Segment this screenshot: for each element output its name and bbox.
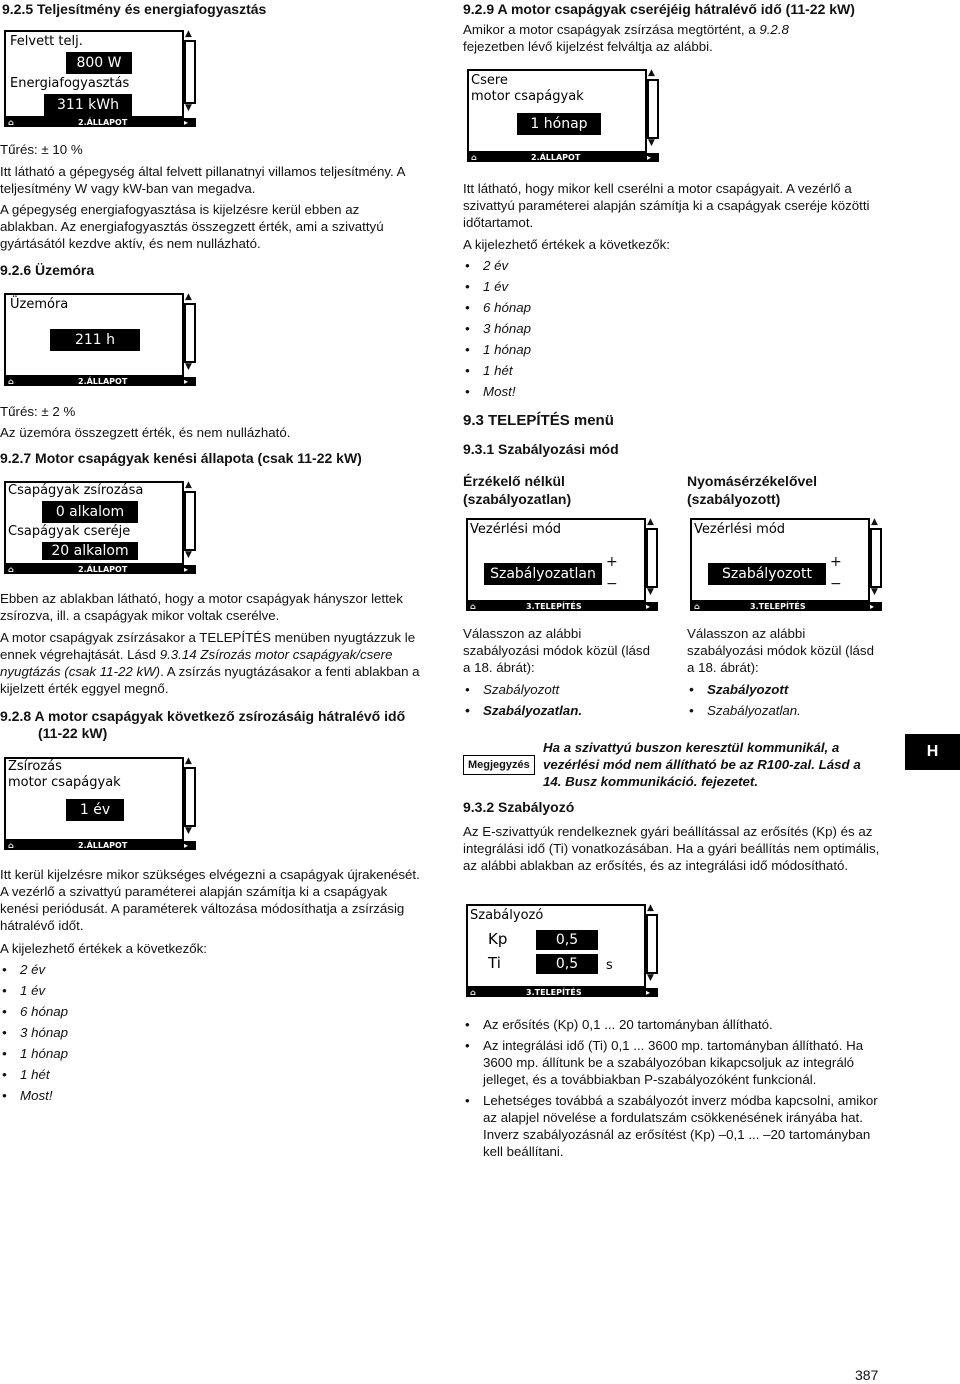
section-title-9-2-5: 9.2.5 Teljesítmény és energiafogyasztás xyxy=(2,1,267,17)
scrollbar xyxy=(647,79,659,139)
home-icon: ⌂ xyxy=(694,602,700,611)
down-arrow-icon: ▼ xyxy=(185,550,192,560)
paragraph: Itt látható a gépegység által felvett pillanatnyi villamos teljesítmény. A teljesítmény W vagy kW-ban van megadva. xyxy=(0,164,405,196)
lcd-label: Felvett telj. xyxy=(10,34,83,49)
ti-label: Ti xyxy=(488,954,501,972)
col-head: Nyomásérzékelővel xyxy=(687,473,817,489)
list-item: • 1 hét xyxy=(0,1064,68,1085)
scrollbar xyxy=(870,528,882,588)
list-item: • Szabályozatlan. xyxy=(463,700,582,721)
lcd-label: motor csapágyak xyxy=(471,89,584,104)
lcd-value: Szabályozatlan xyxy=(484,563,602,585)
scrollbar xyxy=(646,914,658,974)
list-item: • Most! xyxy=(0,1085,68,1106)
value-list xyxy=(463,255,531,402)
list-item: • 1 hónap xyxy=(463,339,531,360)
paragraph: Válasszon az alábbi szabályozási módok közül (lásd a 18. ábrát): xyxy=(687,626,874,675)
right-icon: ▸ xyxy=(184,565,189,574)
paragraph: A motor csapágyak zsírzásakor a TELEPÍTÉS menüben nyugtázzuk le ennek végrehajtását. Lásd 9.3.14 Zsírozás motor csapágyak/csere nyugtázás (csak 11-22 kW). A zsírzás nyugtázásakor a fenti ablakban a kijelzett érték eggyel megnő. xyxy=(0,630,420,696)
lcd-screen-power xyxy=(4,30,196,130)
lcd-footer: ⌂ 3.TELEPÍTÉS ▸ xyxy=(466,988,658,997)
language-tab: H xyxy=(905,734,960,770)
lcd-value: 1 hónap xyxy=(517,113,601,135)
lcd-value: 211 h xyxy=(50,329,140,351)
lcd-screen-bearing-replacement xyxy=(467,69,659,165)
home-icon: ⌂ xyxy=(8,377,14,386)
controller-notes xyxy=(463,1016,883,1164)
right-icon: ▸ xyxy=(184,841,189,850)
home-icon: ⌂ xyxy=(8,841,14,850)
kp-value: 0,5 xyxy=(536,930,598,950)
lcd-label: Vezérlési mód xyxy=(470,522,562,537)
list-item: • 2 év xyxy=(0,959,68,980)
lcd-footer: ⌂ 3.TELEPÍTÉS ▸ xyxy=(690,602,882,611)
lcd-screen-control-mode-regulated xyxy=(690,518,882,614)
down-arrow-icon: ▼ xyxy=(647,973,654,983)
down-arrow-icon: ▼ xyxy=(647,587,654,597)
down-arrow-icon: ▼ xyxy=(871,587,878,597)
scrollbar xyxy=(184,767,196,827)
col-head: (szabályozatlan) xyxy=(463,491,572,507)
right-icon: ▸ xyxy=(184,377,189,386)
list-item: • Szabályozott xyxy=(463,679,582,700)
scrollbar xyxy=(184,303,196,363)
lcd-value: Szabályozott xyxy=(708,563,826,585)
section-title-9-3-1: 9.3.1 Szabályozási mód xyxy=(463,441,619,457)
plus-icon: + xyxy=(830,554,842,570)
list-item: • Szabályozatlan. xyxy=(687,700,801,721)
minus-icon: − xyxy=(830,576,842,592)
lcd-value: 311 kWh xyxy=(44,94,132,116)
section-title-9-2-8: 9.2.8 A motor csapágyak következő zsírozásáig hátralévő idő xyxy=(0,708,406,724)
lcd-footer: ⌂ 2.ÁLLAPOT ▸ xyxy=(4,118,196,127)
lcd-value: 20 alkalom xyxy=(42,542,138,560)
note-label: Megjegyzés xyxy=(463,755,535,775)
up-arrow-icon: ▲ xyxy=(185,29,192,39)
up-arrow-icon: ▲ xyxy=(871,517,878,527)
lcd-screen-operating-hours xyxy=(4,293,196,389)
paragraph: Válasszon az alábbi szabályozási módok közül (lásd a 18. ábrát): xyxy=(463,626,650,675)
lcd-footer: ⌂ 2.ÁLLAPOT ▸ xyxy=(4,377,196,386)
ti-value: 0,5 xyxy=(536,954,598,974)
right-icon: ▸ xyxy=(870,602,875,611)
lcd-screen-controller xyxy=(466,904,658,1000)
right-icon: ▸ xyxy=(647,153,652,162)
minus-icon: − xyxy=(606,576,618,592)
lcd-footer: ⌂ 2.ÁLLAPOT ▸ xyxy=(467,153,659,162)
lcd-value: 800 W xyxy=(66,52,132,74)
paragraph: Itt látható, hogy mikor kell cserélni a motor csapágyait. A vezérlő a szivattyú paraméterei alapján számítja ki a csapágyak cseréje közötti időtartamot. xyxy=(463,181,870,230)
lcd-label: Szabályozó xyxy=(470,908,544,923)
lcd-footer: ⌂ 3.TELEPÍTÉS ▸ xyxy=(466,602,658,611)
col-head: (szabályozott) xyxy=(687,491,781,507)
paragraph: Ebben az ablakban látható, hogy a motor csapágyak hányszor lettek zsírozva, ill. a csapágyak mikor voltak cserélve. xyxy=(0,591,403,623)
list-item: • Szabályozott xyxy=(687,679,801,700)
list-item: • 3 hónap xyxy=(0,1022,68,1043)
paragraph: Itt kerül kijelzésre mikor szükséges elvégezni a csapágyak újrakenését. A vezérlő a szivattyú paraméterei alapján számítja ki a csapágyak kenési periódusát. A paraméterek változása módosíthatja a zsírzásig hátralévő időt. xyxy=(0,867,420,933)
list-item: • 1 év xyxy=(0,980,68,1001)
up-arrow-icon: ▲ xyxy=(185,292,192,302)
ti-unit: s xyxy=(606,958,613,973)
mode-list xyxy=(463,679,582,721)
home-icon: ⌂ xyxy=(470,988,476,997)
home-icon: ⌂ xyxy=(471,153,477,162)
scrollbar xyxy=(184,491,196,551)
up-arrow-icon: ▲ xyxy=(647,517,654,527)
list-item: • Az integrálási idő (Ti) 0,1 ... 3600 mp. tartományban állítható. Ha 3600 mp. állítunk be a szabályozóban kikapcsoljuk az integráló jelleget, és a továbbiakban P-szabályozóként funkcionál. xyxy=(463,1037,883,1088)
down-arrow-icon: ▼ xyxy=(185,103,192,113)
lcd-label: Csere xyxy=(471,73,508,88)
mode-list xyxy=(687,679,801,721)
home-icon: ⌂ xyxy=(8,565,14,574)
note-text: Ha a szivattyú buszon keresztül kommunikál, a vezérlési mód nem állítható be az R100-zal. Lásd a 14. Busz kommunikáció. fejezetet. xyxy=(543,740,861,789)
home-icon: ⌂ xyxy=(8,118,14,127)
paragraph: Az E-szivattyúk rendelkeznek gyári beállítással az erősítés (Kp) és az integrálási idő (Ti) vonatkozásában. Ha a gyári beállítás nem optimális, az alábbi ablakban az erősítés, és az integrálási idő módosítható. xyxy=(463,824,880,873)
lcd-label: Csapágyak cseréje xyxy=(8,524,131,539)
lcd-value: 0 alkalom xyxy=(42,501,138,523)
list-item: • Az erősítés (Kp) 0,1 ... 20 tartományban állítható. xyxy=(463,1016,883,1033)
list-item: • Lehetséges továbbá a szabályozót inverz módba kapcsolni, amikor az alapjel növelése a fordulatszám csökkenésének irányába hat. Inverz szabályozásnál az erősítést (Kp) –0,1 ... –20 tartományban kell beállítani. xyxy=(463,1092,883,1160)
list-item: • 3 hónap xyxy=(463,318,531,339)
lcd-screen-control-mode-unregulated xyxy=(466,518,658,614)
col-head: Érzékelő nélkül xyxy=(463,473,565,489)
paragraph: Amikor a motor csapágyak zsírzása megtörtént, a 9.2.8 fejezetben lévő kijelzést felváltja az alábbi. xyxy=(463,22,789,54)
lcd-footer: ⌂ 2.ÁLLAPOT ▸ xyxy=(4,565,196,574)
paragraph: A kijelezhető értékek a következők: xyxy=(463,237,670,252)
list-item: • 2 év xyxy=(463,255,531,276)
section-title-9-3-2: 9.3.2 Szabályozó xyxy=(463,799,575,815)
list-item: • 1 hét xyxy=(463,360,531,381)
lcd-label: Zsírozás xyxy=(8,759,62,774)
down-arrow-icon: ▼ xyxy=(648,138,655,148)
list-item: • 1 hónap xyxy=(0,1043,68,1064)
lcd-label: Vezérlési mód xyxy=(694,522,786,537)
section-title-9-3: 9.3 TELEPÍTÉS menü xyxy=(463,412,614,429)
list-item: • 6 hónap xyxy=(0,1001,68,1022)
up-arrow-icon: ▲ xyxy=(185,480,192,490)
kp-label: Kp xyxy=(488,930,508,948)
list-item: • 6 hónap xyxy=(463,297,531,318)
list-item: • 1 év xyxy=(463,276,531,297)
up-arrow-icon: ▲ xyxy=(185,756,192,766)
down-arrow-icon: ▼ xyxy=(185,826,192,836)
section-title-9-2-9: 9.2.9 A motor csapágyak cseréjéig hátralévő idő (11-22 kW) xyxy=(463,1,855,17)
paragraph: A gépegység energiafogyasztása is kijelzésre kerül ebben az ablakban. Az energiafogyasztás összegzett érték, ami a szivattyú gyártásától kezdve aktív, és nem nullázható. xyxy=(0,202,384,251)
section-title-9-2-8-cont: (11-22 kW) xyxy=(38,725,108,741)
right-icon: ▸ xyxy=(184,118,189,127)
value-list xyxy=(0,959,68,1106)
tolerance-text: Tűrés: ± 10 % xyxy=(0,142,83,157)
lcd-label: Energiafogyasztás xyxy=(10,76,130,91)
tolerance-text: Tűrés: ± 2 % xyxy=(0,404,76,419)
scrollbar xyxy=(646,528,658,588)
up-arrow-icon: ▲ xyxy=(647,903,654,913)
lcd-screen-next-lubrication xyxy=(4,757,196,853)
home-icon: ⌂ xyxy=(470,602,476,611)
paragraph: A kijelezhető értékek a következők: xyxy=(0,941,207,956)
up-arrow-icon: ▲ xyxy=(648,68,655,78)
lcd-label: Üzemóra xyxy=(10,297,69,312)
section-title-9-2-6: 9.2.6 Üzemóra xyxy=(0,262,95,278)
scrollbar xyxy=(184,40,196,104)
plus-icon: + xyxy=(606,554,618,570)
right-icon: ▸ xyxy=(646,988,651,997)
right-icon: ▸ xyxy=(646,602,651,611)
lcd-footer: ⌂ 2.ÁLLAPOT ▸ xyxy=(4,841,196,850)
paragraph: Az üzemóra összegzett érték, és nem nullázható. xyxy=(0,425,291,440)
lcd-screen-lubrication xyxy=(4,481,196,577)
page-number: 387 xyxy=(855,1367,879,1383)
lcd-value: 1 év xyxy=(66,799,124,821)
lcd-label: Csapágyak zsírozása xyxy=(8,483,144,498)
section-title-9-2-7: 9.2.7 Motor csapágyak kenési állapota (csak 11-22 kW) xyxy=(0,450,362,466)
list-item: • Most! xyxy=(463,381,531,402)
lcd-label: motor csapágyak xyxy=(8,775,121,790)
down-arrow-icon: ▼ xyxy=(185,362,192,372)
